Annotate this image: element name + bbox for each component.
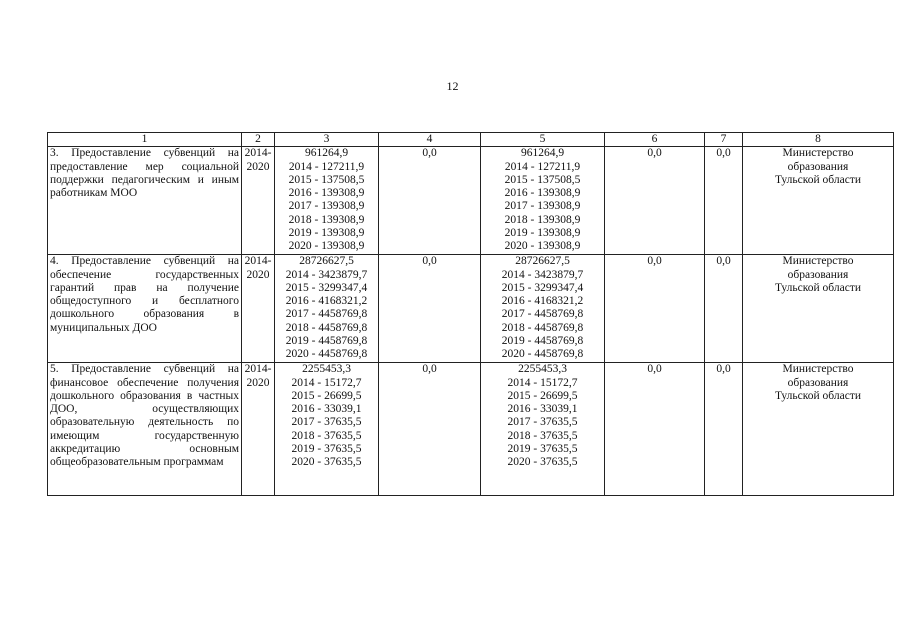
column-header-5: 5 [481,133,605,147]
measure-description: 5. Предоставление субвенций на финансовое обеспечение получения дошкольного образования в частных ДОО, осуществляющих образовательную деятельность по имеющим государственную аккредитацию основным общеобразовательным программам [48,363,242,496]
period-cell: 2014- 2020 [242,255,275,363]
funding-col3: 961264,9 2014 - 127211,9 2015 - 137508,5 2016 - 139308,9 2017 - 139308,9 2018 - 139308,9 2019 - 139308,9 2020 - 139308,9 [275,147,379,255]
table-row [48,363,894,496]
table-row [48,255,894,363]
column-header-7: 7 [705,133,743,147]
funding-col4: 0,0 [379,147,481,255]
column-header-1: 1 [48,133,242,147]
funding-col6: 0,0 [605,255,705,363]
funding-col6: 0,0 [605,147,705,255]
column-header-6: 6 [605,133,705,147]
column-number-row [48,133,894,147]
funding-col6: 0,0 [605,363,705,496]
measure-description: 4. Предоставление субвенций на обеспечение государственных гарантий прав на получение общедоступного и бесплатного дошкольного образования в муниципальных ДОО [48,255,242,363]
funding-col4: 0,0 [379,255,481,363]
funding-col7: 0,0 [705,363,743,496]
column-header-4: 4 [379,133,481,147]
responsible-executor: Министерство образования Тульской области [743,255,894,363]
funding-col7: 0,0 [705,147,743,255]
column-header-8: 8 [743,133,894,147]
column-header-3: 3 [275,133,379,147]
measures-table [47,132,894,496]
funding-col7: 0,0 [705,255,743,363]
table-row [48,147,894,255]
funding-col3: 2255453,3 2014 - 15172,7 2015 - 26699,5 2016 - 33039,1 2017 - 37635,5 2018 - 37635,5 2019 - 37635,5 2020 - 37635,5 [275,363,379,496]
period-cell: 2014- 2020 [242,363,275,496]
responsible-executor: Министерство образования Тульской области [743,147,894,255]
column-header-2: 2 [242,133,275,147]
funding-col5: 2255453,3 2014 - 15172,7 2015 - 26699,5 2016 - 33039,1 2017 - 37635,5 2018 - 37635,5 2019 - 37635,5 2020 - 37635,5 [481,363,605,496]
funding-col5: 28726627,5 2014 - 3423879,7 2015 - 3299347,4 2016 - 4168321,2 2017 - 4458769,8 2018 - 4458769,8 2019 - 4458769,8 2020 - 4458769,8 [481,255,605,363]
period-cell: 2014- 2020 [242,147,275,255]
funding-col5: 961264,9 2014 - 127211,9 2015 - 137508,5 2016 - 139308,9 2017 - 139308,9 2018 - 139308,9 2019 - 139308,9 2020 - 139308,9 [481,147,605,255]
funding-col4: 0,0 [379,363,481,496]
measure-description: 3. Предоставление субвенций на предоставление мер социальной поддержки педагогическим и иным работникам МОО [48,147,242,255]
responsible-executor: Министерство образования Тульской области [743,363,894,496]
page-number: 12 [446,79,459,93]
funding-col3: 28726627,5 2014 - 3423879,7 2015 - 3299347,4 2016 - 4168321,2 2017 - 4458769,8 2018 - 4458769,8 2019 - 4458769,8 2020 - 4458769,8 [275,255,379,363]
